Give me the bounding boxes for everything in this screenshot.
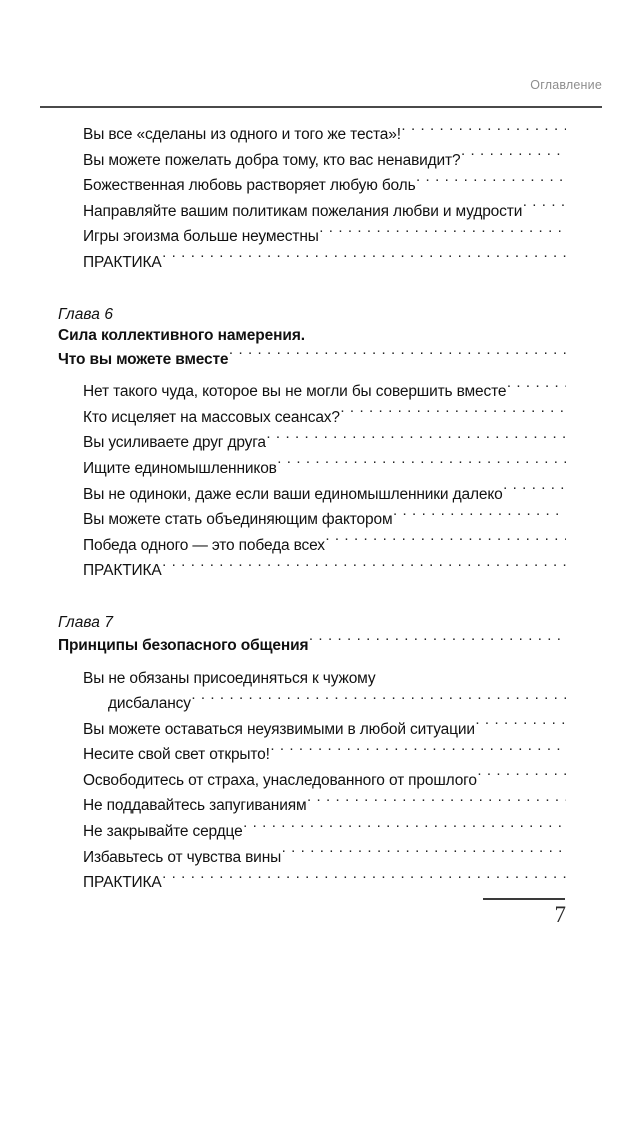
toc-entry-label: Не поддавайтесь запугиваниям [83, 797, 307, 815]
toc-entry-label: Вы все «сделаны из одного и того же теста»! [83, 126, 401, 143]
toc-entry-label: Вы усиливаете друг друга [83, 434, 266, 452]
toc-entry-label: Несите свой свет открыто! [83, 746, 270, 764]
page-number: 7 [554, 902, 566, 927]
toc-entry-label: Божественная любовь растворяет любую боль [83, 177, 416, 195]
chapter-title-label: Принципы безопасного общения [58, 636, 309, 654]
toc-entry-label: Направляйте вашим политикам пожелания любви и мудрости [83, 202, 523, 220]
toc-entry-label: Вы можете оставаться неуязвимыми в любой ситуации [83, 720, 475, 738]
toc-entry-label: ПРАКТИКА [83, 562, 162, 580]
toc-entry-label: Победа одного — это победа всех [83, 536, 325, 554]
toc-entry[interactable] [83, 870, 566, 896]
toc-entry-label: ПРАКТИКА [83, 253, 162, 271]
folio-rule [483, 898, 565, 900]
header-rule [40, 106, 602, 108]
running-head: Оглавление [530, 78, 602, 92]
toc-entry-label: Игры эгоизма больше неуместны [83, 228, 319, 246]
chapter-title-label: Что вы можете вместе [58, 350, 229, 368]
table-of-contents [40, 122, 602, 896]
toc-entry-label: Вы можете пожелать добра тому, кто вас ненавидит? [83, 151, 461, 169]
toc-entry-label: Нет такого чуда, которое вы не могли бы совершить вместе [83, 383, 507, 401]
chapter-block [40, 612, 602, 896]
toc-entry-label: Ищите единомышленников [83, 459, 277, 477]
toc-entry-label: дисбалансу [108, 695, 191, 713]
toc-entry-label: Кто исцеляет на массовых сеансах? [83, 408, 340, 426]
toc-entry-label: Вы не одиноки, даже если ваши единомышленники далеко [83, 485, 503, 503]
toc-entry-label: ПРАКТИКА [83, 874, 162, 892]
toc-entry-label: Освободитесь от страха, унаследованного от прошлого [83, 771, 477, 789]
chapter-title-line: Сила коллективного намерения. [58, 326, 305, 344]
toc-entry-label[interactable]: Вы не обязаны присоединяться к чужому [83, 669, 376, 687]
chapter-label: Глава 6 [58, 305, 114, 323]
toc-entry-page-number [40, 122, 644, 1122]
toc-entry-label: Избавьтесь от чувства вины [83, 848, 282, 866]
chapter-label: Глава 7 [58, 613, 114, 631]
toc-entry-label: Вы можете стать объединяющим фактором [83, 511, 393, 529]
toc-entry-label: Не закрывайте сердце [83, 823, 243, 841]
